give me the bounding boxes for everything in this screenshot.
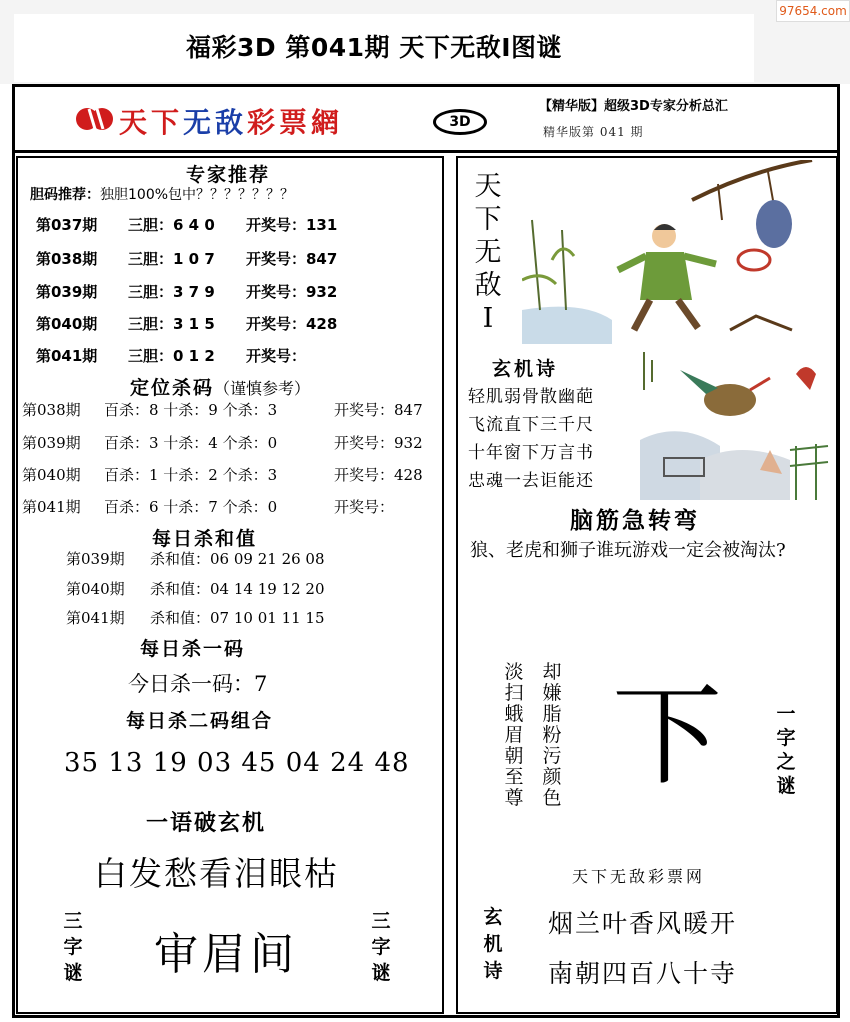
sum-value: 杀和值：06 09 21 26 08 [150, 550, 325, 568]
dan-issue: 第040期 [36, 315, 98, 333]
position-kill-note: （谨慎参考） [214, 379, 311, 398]
position-kill: 百杀：3 十杀：4 个杀：0 [104, 434, 278, 452]
pick-label: 胆码推荐： [30, 187, 100, 203]
sum-issue: 第039期 [66, 550, 125, 568]
position-draw: 开奖号：932 [334, 434, 423, 452]
position-row [22, 496, 442, 518]
dan-row [36, 345, 436, 367]
dan-issue: 第041期 [36, 347, 98, 365]
three-riddle-text: 审眉间 [154, 929, 298, 980]
position-draw: 开奖号：847 [334, 401, 423, 419]
one-char-label: 一字之谜 [776, 703, 796, 797]
puzzle-title: 脑筋急转弯 [570, 508, 700, 534]
position-row [22, 432, 442, 454]
position-kill-title [130, 373, 310, 400]
three-riddle-label-left: 三字谜 [63, 910, 83, 984]
banner-issue: 精华版第 041 期 [543, 125, 644, 139]
riddle-col-right: 却嫌脂粉污颜色 [542, 661, 562, 809]
pick-line [30, 184, 294, 204]
dan-value: 三胆：6 4 0 [128, 216, 215, 234]
riddle-col-left: 淡扫蛾眉朝至尊 [504, 661, 524, 809]
position-kill: 百杀：8 十杀：9 个杀：3 [104, 401, 278, 419]
dan-value: 三胆：3 1 5 [128, 315, 215, 333]
three-riddle-label-right: 三字谜 [371, 910, 391, 984]
position-row [22, 399, 442, 421]
position-issue: 第040期 [22, 466, 81, 484]
xj-label: 玄机诗 [483, 906, 503, 982]
running-man-illustration [522, 160, 822, 344]
site-name: 天下无敌彩票网 [572, 867, 706, 886]
position-row [22, 464, 442, 486]
position-issue: 第041期 [22, 498, 81, 516]
position-kill-heading: 定位杀码 [130, 377, 215, 399]
poem-line: 十年窗下万言书 [468, 443, 594, 463]
position-issue: 第039期 [22, 434, 81, 452]
dan-row [36, 281, 436, 303]
dan-value: 三胆：0 1 2 [128, 347, 215, 365]
expert-title: 专家推荐 [186, 164, 271, 186]
position-issue: 第038期 [22, 401, 81, 419]
poem-line: 忠魂一去讵能还 [468, 471, 594, 491]
dan-draw: 开奖号： [246, 347, 307, 365]
xj-line: 南朝四百八十寺 [548, 959, 738, 988]
one-phrase-title: 一语破玄机 [146, 811, 267, 836]
xj-line: 烟兰叶香风暖开 [548, 909, 738, 938]
position-draw: 开奖号：428 [334, 466, 423, 484]
poem-line: 轻肌弱骨散幽葩 [468, 387, 594, 407]
bird-illustration [640, 350, 830, 500]
blank-box [32, 18, 180, 74]
banner [15, 87, 837, 153]
sum-value: 杀和值：04 14 19 12 20 [150, 580, 325, 598]
dan-value: 三胆：1 0 7 [128, 250, 215, 268]
pick-value: 独胆100%包中？？？？？？？ [100, 187, 295, 203]
dan-draw: 开奖号：932 [246, 283, 338, 301]
one-phrase-text: 白发愁看泪眼枯 [94, 854, 339, 893]
poem-line: 飞流直下三千尺 [468, 415, 594, 435]
position-kill: 百杀：1 十杀：2 个杀：3 [104, 466, 278, 484]
puzzle-question: 狼、老虎和狮子谁玩游戏一定会被淘汰? [470, 540, 786, 561]
dan-row [36, 313, 436, 335]
banner-subtitle: 【精华版】超级3D专家分析总汇 [539, 99, 728, 114]
sum-issue: 第041期 [66, 609, 125, 627]
kill-two-text: 35 13 19 03 45 04 24 48 [64, 748, 410, 778]
poem-title: 玄机诗 [492, 358, 559, 380]
logo-text-blue: 无敌 [183, 106, 248, 139]
sum-row [66, 607, 426, 629]
page-title: 福彩3D 第041期 天下无敌Ⅰ图谜 [186, 33, 563, 62]
dan-issue: 第037期 [36, 216, 98, 234]
position-draw: 开奖号： [334, 498, 395, 516]
logo-text-red: 天下 [119, 106, 184, 139]
dan-draw: 开奖号：428 [246, 315, 338, 333]
sum-row [66, 548, 426, 570]
lottery-logo-icon [75, 103, 115, 135]
kill-two-title: 每日杀二码组合 [126, 710, 274, 732]
logo-text [119, 101, 343, 141]
dan-draw: 开奖号：847 [246, 250, 338, 268]
dan-row [36, 214, 436, 236]
position-kill: 百杀：6 十杀：7 个杀：0 [104, 498, 278, 516]
watermark-link[interactable]: 97654.com [776, 0, 850, 22]
3d-badge: 3D [433, 109, 487, 135]
sum-issue: 第040期 [66, 580, 125, 598]
sum-row [66, 578, 426, 600]
sum-value: 杀和值：07 10 01 11 15 [150, 609, 325, 627]
kill-one-text: 今日杀一码：7 [128, 672, 268, 696]
dan-row [36, 248, 436, 270]
answer-big-char: 下 [612, 672, 722, 800]
dan-issue: 第039期 [36, 283, 98, 301]
sum-kill-title: 每日杀和值 [152, 528, 258, 550]
dan-draw: 开奖号：131 [246, 216, 338, 234]
logo-text-end: 彩票網 [247, 106, 344, 139]
dan-value: 三胆：3 7 9 [128, 283, 215, 301]
dan-issue: 第038期 [36, 250, 98, 268]
kill-one-title: 每日杀一码 [140, 638, 246, 660]
vertical-title: 天下无敌Ⅰ [474, 171, 502, 334]
